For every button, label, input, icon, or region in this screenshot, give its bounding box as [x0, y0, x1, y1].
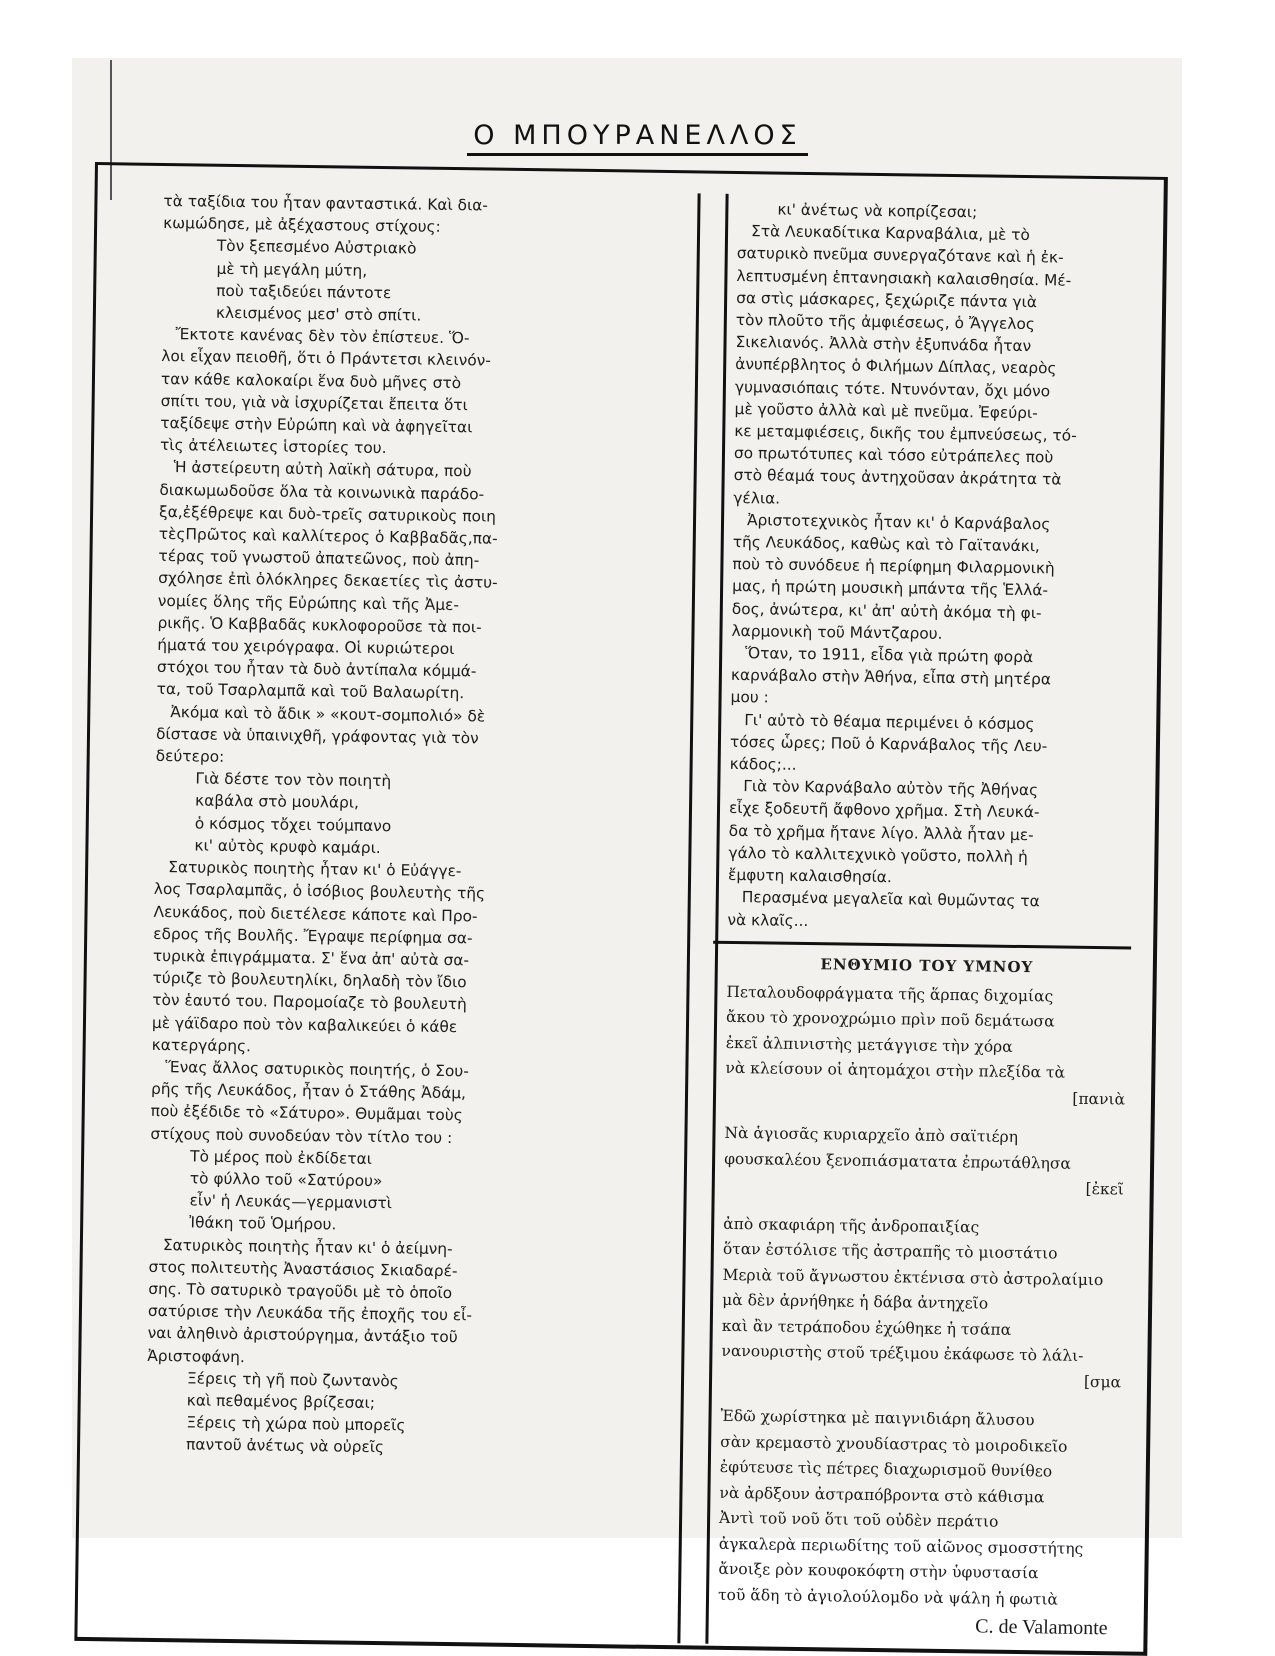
- right-column-text: [727, 198, 1137, 936]
- text-line: Ξέρεις τὴ χώρα ποὺ μπορεῖς: [186, 1413, 406, 1435]
- text-line: στὸ θέαμά τους ἀντηχοῦσαν ἀκράτητα τὰ: [733, 466, 1062, 489]
- text-line: Ἡ ἀστείρευτη αὐτὴ λαϊκὴ σάτυρα, ποὺ: [173, 458, 472, 481]
- column-rule-left: [677, 193, 700, 1643]
- text-line: δα τὸ χρῆμα ἤτανε λίγο. Ἀλλὰ ἦταν με-: [728, 821, 1034, 844]
- text-line: δεύτερο:: [155, 746, 225, 766]
- text-line: τύριζε τὸ βουλευτηλίκι, δηλαδὴ τὸν ἴδιο: [152, 968, 467, 992]
- poem-line: [σμα: [1083, 1372, 1122, 1392]
- text-line: ἔμφυτη καλαισθησία.: [727, 866, 892, 887]
- poem-line: [πανιὰ: [1072, 1089, 1126, 1109]
- poem-line: ἄνοιξε ρὸν κουφοκόφτη στὴν ὑφυστασία: [718, 1560, 1039, 1583]
- poem-line: τοῦ ἅδη τὸ ἀγιολούλομδο νὰ ψάλη ἡ φωτιὰ: [717, 1585, 1059, 1609]
- text-line: μας, ἡ πρώτη μουσικὴ μπάντα τῆς Ἑλλά-: [732, 577, 1049, 600]
- text-line: ρικῆς. Ὁ Καββαδᾶς κυκλοφοροῦσε τὰ ποι-: [157, 613, 482, 637]
- text-line: γυμνασιόπαις τότε. Ντυνόνταν, ὄχι μόνο: [734, 377, 1051, 400]
- text-line: σατύρισε τὴν Λευκάδα τῆς ἐποχῆς του εἶ-: [147, 1302, 473, 1325]
- text-line: γάλο τὸ καλλιτεχνικὸ γοῦστο, πολλὴ ἡ: [728, 843, 1029, 866]
- text-line: τὲςΠρῶτος καὶ καλλίτερος ὁ Καββαδᾶς,πα-: [158, 524, 498, 548]
- text-line: νὰ κλαῖς...: [727, 910, 809, 930]
- text-line: Σικελιανός. Ἀλλὰ στὴν ἐξυπνάδα ἦταν: [735, 333, 1032, 356]
- text-line: εἶχε ξοδευτῆ ἄφθονο χρῆμα. Στὴ Λευκά-: [728, 799, 1040, 822]
- poem-line: Πεταλουδοφράγματα τῆς ἅρπας διχομίας: [726, 982, 1054, 1006]
- text-line: γέλια.: [733, 488, 781, 508]
- text-line: Ἀκόμα καὶ τὸ ἄδικ » «κουτ-σομπολιό» δὲ: [170, 702, 486, 726]
- text-line: στίχους ποὺ συνοδεύαν τὸν τίτλο του :: [150, 1124, 453, 1147]
- text-line: κάδος;...: [729, 754, 797, 774]
- poem-line: ἀγκαλερὰ περιωδίτης τοῦ αἰῶνος σμοσστήτης: [718, 1534, 1084, 1558]
- text-line: εἶν' ἡ Λευκάς—γερμανιστὶ: [189, 1191, 393, 1213]
- text-line: δος, ἀνώτερα, κι' ἀπ' αὐτὴ ἀκόμα τὴ φι-: [731, 599, 1042, 622]
- text-line: στος πολιτευτὴς Ἀναστάσιος Σκιαδαρέ-: [148, 1257, 458, 1280]
- text-line: κι' ἀνέτως νὰ κοπρίζεσαι;: [777, 200, 978, 222]
- text-line: Ἔκτοτε κανένας δὲν τὸν ἐπίστευε. Ὅ-: [175, 325, 470, 348]
- text-line: τέρας τοῦ γνωστοῦ ἀπατεῶνος, ποὺ ἀπη-: [158, 547, 480, 570]
- poem-line: νὰ ἀρδξουν ἀστραπόβροντα στὸ κάθισμα: [719, 1483, 1045, 1507]
- text-line: Σατυρικὸς ποιητὴς ἦταν κι' ὁ ἀείμνη-: [162, 1235, 453, 1258]
- text-line: ποὺ ἐξέδιδε τὸ «Σάτυρο». Θυμᾶμαι τοὺς: [150, 1102, 463, 1125]
- text-line: ναι ἀληθινὸ ἀριστούργημα, ἀντάξιο τοῦ: [147, 1324, 458, 1347]
- text-line: καβάλα στὸ μουλάρι,: [194, 791, 360, 813]
- poem-line: ἐφύτευσε τὶς πέτρες διαχωρισμοῦ θυνίθεο: [719, 1458, 1053, 1481]
- text-line: τόσες ὧρες; Ποῦ ὁ Καρνάβαλος τῆς Λευ-: [729, 732, 1048, 756]
- text-line: τὶς ἀτέλειωτες ἱστορίες του.: [159, 436, 387, 458]
- text-line: τα, τοῦ Τσαρλαμπᾶ καὶ τοῦ Βαλαωρίτη.: [156, 680, 465, 703]
- text-line: σα στὶς μάσκαρες, ξεχώριζε πάντα γιὰ: [736, 288, 1038, 311]
- text-line: Ὅταν, το 1911, εἶδα γιὰ πρώτη φορὰ: [745, 644, 1034, 667]
- poem-line: ἄκου τὸ χρονοχρώμιο πρὶν ποῦ δεμάτωσα: [725, 1008, 1055, 1031]
- poem-line: φουσκαλέου ξενοπιάσματατα ἐπρωτάθλησα: [724, 1149, 1072, 1173]
- text-line: λεπτυσμένη ἑπτανησιακὴ καλαισθησία. Μέ-: [736, 266, 1072, 290]
- text-line: μὲ γάϊδαρο ποὺ τὸν καβαλικεύει ὁ κάθε: [151, 1013, 458, 1036]
- text-line: σο πρωτότυπες καὶ τόσο εὐτράπελες ποὺ: [733, 444, 1054, 467]
- poem-line: νὰ κλείσουν οἱ ἀητομάχοι στὴν πλεξίδα τὰ: [725, 1059, 1066, 1083]
- text-line: Γι' αὐτὸ τὸ θέαμα περιμένει ὁ κόσμος: [744, 710, 1035, 733]
- text-line: τῆς Λευκάδος, καθὼς καὶ τὸ Γαϊτανάκι,: [732, 532, 1041, 556]
- text-line: μὲ τὴ μεγάλη μύτη,: [216, 259, 368, 280]
- poem-line: Νὰ ἁγιοσᾶς κυριαρχεῖο ἀπὸ σαϊτιέρη: [724, 1124, 1019, 1147]
- masthead-title: Ο ΜΠΟΥΡΑΝΕΛΛΟΣ: [467, 120, 807, 156]
- poem-line: [ἐκεῖ: [1085, 1180, 1124, 1199]
- text-line: σχόλησε ἐπὶ ὁλόκληρες δεκαετίες τὶς ἀστυ-: [158, 569, 498, 593]
- text-line: κι' αὐτὸς κρυφὸ καμάρι.: [194, 836, 381, 857]
- poem-line: μὰ δὲν ἀρνήθηκε ἡ δάβα ἀντηχεῖο: [722, 1291, 989, 1313]
- text-line: ὁ κόσμος τὄχει τούμπανο: [194, 814, 392, 835]
- text-line: ποὺ ταξιδεύει πάντοτε: [216, 281, 392, 302]
- text-line: ποὺ τὸ συνόδευε ἡ περίφημη Φιλαρμονικὴ: [732, 555, 1055, 578]
- text-line: νομίες ὅλης τῆς Εὐρώπης καὶ τῆς Ἀμε-: [157, 591, 460, 614]
- text-line: σης. Τὸ σατυρικὸ τραγοῦδι μὲ τὸ ὁποῖο: [148, 1279, 453, 1303]
- text-line: Στὰ Λευκαδίτικα Καρναβάλια, μὲ τὸ: [750, 222, 1031, 245]
- text-line: κατεργάρης.: [151, 1035, 252, 1055]
- poem-line: σὰν κρεμαστὸ χνουδίαστρας τὸ μοιροδικεῖο: [720, 1432, 1068, 1456]
- text-line: τὸν πλοῦτο τῆς ἀμφιέσεως, ὁ Ἄγγελος: [735, 310, 1035, 334]
- poem-line: Μεριὰ τοῦ ἄγνωστου ἐκτένισα στὸ ἀστρολαίμιο: [722, 1265, 1104, 1290]
- text-line: μὲ γοῦστο ἀλλὰ καὶ μὲ πνεῦμα. Ἐφεύρι-: [734, 399, 1038, 423]
- text-line: Γιὰ δέστε τον τὸν ποιητὴ: [195, 769, 392, 791]
- text-line: διακωμωδοῦσε ὅλα τὰ κοινωνικὰ παράδο-: [159, 480, 485, 504]
- text-line: Λευκάδος, ποὺ διετέλεσε κάποτε καὶ Προ-: [153, 902, 478, 925]
- text-line: Γιὰ τὸν Καρνάβαλο αὐτὸν τῆς Ἀθήνας: [743, 777, 1039, 800]
- text-line: δίστασε νὰ ὑπαινιχθῆ, γράφοντας γιὰ τὸν: [155, 724, 479, 748]
- text-line: κωμώδησε, μὲ ἀξέχαστους στίχους:: [163, 214, 441, 237]
- text-line: Ἀριστοτεχνικὸς ἦταν κι' ὁ Καρνάβαλος: [746, 510, 1051, 534]
- text-line: Τὸν ξεπεσμένο Αὐστριακὸ: [216, 237, 417, 258]
- text-line: λος Τσαρλαμπᾶς, ὁ ἰσόβιος βουλευτὴς τῆς: [153, 880, 486, 903]
- right-column: [718, 198, 1138, 1640]
- poem-title: ΕΝΘΥΜΙΟ ΤΟΥ ΥΜΝΟΥ: [820, 954, 1034, 976]
- poem-line: ὅταν ἐστόλισε τῆς ἀστραπῆς τὸ μιοστάτιο: [722, 1240, 1058, 1263]
- text-line: μου :: [730, 688, 769, 707]
- poem-line: νανουριστὴς στοῦ τρέξιμου ἐκάφωσε τὸ λάλι-: [721, 1342, 1084, 1366]
- poem-body: [718, 980, 1127, 1614]
- text-line: ἀνυπέρβλητος ὁ Φιλήμων Δίπλας, νεαρὸς: [735, 355, 1057, 378]
- text-line: ρῆς τῆς Λευκάδος, ἦταν ὁ Στάθης Ἀδάμ,: [150, 1079, 467, 1103]
- text-line: κλεισμένος μεσ' στὸ σπίτι.: [215, 303, 422, 325]
- text-line: ταξίδεψε στὴν Εὐρώπη καὶ νὰ ἀφηγεῖται: [160, 413, 473, 437]
- text-line: ταν κάθε καλοκαίρι ἕνα δυὸ μῆνες στὸ: [160, 369, 462, 392]
- left-column: [146, 190, 674, 1463]
- poem-line: καὶ ἂν τετράποδου ἐχώθηκε ἡ τσάπα: [721, 1316, 1012, 1339]
- text-line: σατυρικὸ πνεῦμα συνεργαζότανε καὶ ἡ ἐκ-: [736, 244, 1064, 267]
- text-line: Τὸ μέρος ποὺ ἐκδίδεται: [190, 1147, 373, 1168]
- text-line: Περασμένα μεγαλεῖα καὶ θυμῶντας τα: [741, 888, 1040, 911]
- text-line: Σατυρικὸς ποιητὴς ἦταν κι' ὁ Εὐάγγε-: [168, 858, 462, 881]
- text-line: καὶ πεθαμένος βρίζεσαι;: [186, 1391, 376, 1412]
- poem-line: ἐκεῖ ἀλπινιστὴς μετάγγισε τὴν χόρα: [725, 1033, 1013, 1056]
- text-line: τὰ ταξίδια του ἦταν φανταστικά. Καὶ δια-: [163, 191, 489, 215]
- text-line: σπίτι του, γιὰ νὰ ἰσχυρίζεται ἔπειτα ὅτι: [160, 391, 468, 415]
- article-frame: [74, 162, 1168, 1656]
- poem-line: Ἀντὶ τοῦ νοῦ ὅτι τοῦ οὐδὲν περάτιο: [718, 1509, 999, 1532]
- poem-signature: C. de Valamonte: [975, 1615, 1108, 1640]
- text-line: τυρικὰ ἐπιγράμματα. Σ' ἕνα ἀπ' αὐτὰ σα-: [152, 946, 470, 970]
- poem-line: ἀπὸ σκαφιάρη τῆς ἀνδροπαιξίας: [723, 1214, 980, 1237]
- text-line: ήματά του χειρόγραφα. Οἱ κυριώτεροι: [157, 635, 455, 659]
- text-line: Ξέρεις τὴ γῆ ποὺ ζωντανὸς: [186, 1369, 399, 1391]
- text-line: λαρμονικὴ τοῦ Μάντζαρου.: [731, 621, 943, 643]
- text-line: λοι εἶχαν πειοθῆ, ὅτι ὁ Πράντετσι κλεινόν-: [161, 347, 491, 370]
- poem-line: Ἐδῶ χωρίστηκα μὲ παιγνιδιάρη ἄλυσου: [720, 1407, 1035, 1430]
- text-line: Ἕνας ἄλλος σατυρικὸς ποιητής, ὁ Σου-: [165, 1057, 469, 1081]
- text-line: κε μεταμφιέσεις, δικῆς του ἐμπνεύσεως, τό-: [734, 421, 1077, 445]
- text-line: τὸν ἑαυτό του. Παρομοίαζε τὸ βουλευτὴ: [152, 991, 468, 1014]
- text-line: στόχοι του ἦταν τὰ δυὸ ἀντίπαλα κόμμά-: [156, 658, 477, 681]
- text-line: Ἰθάκη τοῦ Ὁμήρου.: [189, 1213, 337, 1234]
- text-line: παντοῦ ἀνέτως νὰ οὐρεῖς: [185, 1435, 385, 1457]
- text-line: καρνάβαλο στὴν Ἀθήνα, εἶπα στὴ μητέρα: [730, 666, 1052, 689]
- masthead: [0, 120, 1275, 151]
- text-line: ξα,ἐξέθρεψε και δυὸ-τρεῖς σατυρικοὺς ποιη: [158, 502, 497, 526]
- text-line: εδρος τῆς Βουλῆς. Ἔγραψε περίφημα σα-: [153, 924, 473, 948]
- poem-separator: [713, 940, 1131, 949]
- text-line: τὸ φύλλο τοῦ «Σατύρου»: [189, 1169, 383, 1191]
- text-line: Ἀριστοφάνη.: [147, 1346, 245, 1366]
